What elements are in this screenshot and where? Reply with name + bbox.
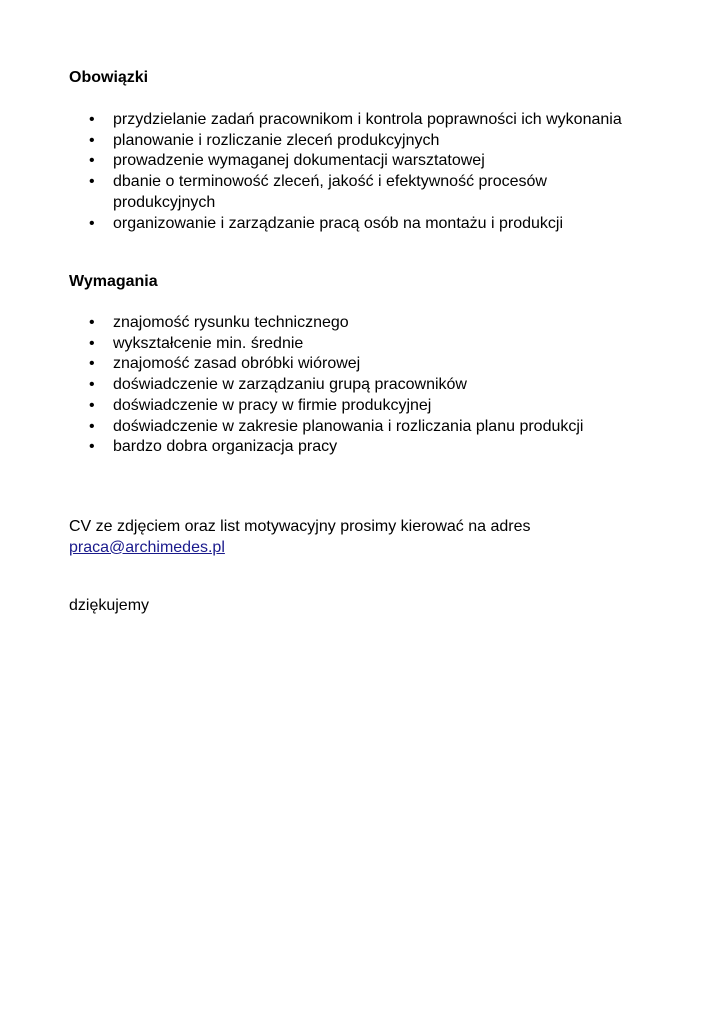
list-item [0,334,673,355]
bullet-icon: • [89,334,95,352]
bullet-icon: • [89,152,95,170]
list-item-text: doświadczenie w pracy w firmie produkcyjnej [113,396,432,414]
bullet-icon: • [89,314,95,331]
list-item-text: doświadczenie w zarządzaniu grupą pracowników [113,376,467,394]
list-item-text: wykształcenie min. średnie [113,334,304,352]
list-item-text: bardzo dobra organizacja pracy [113,438,338,456]
list-item [0,354,673,375]
list-item [0,417,673,438]
list-item [0,437,673,458]
list-item [0,375,673,396]
list-item [0,214,673,235]
list-item-text: znajomość rysunku technicznego [113,314,349,331]
duties-heading: Obowiązki [69,69,149,86]
bullet-icon: • [89,376,95,394]
bullet-icon: • [89,131,95,149]
requirements-list [0,313,673,458]
duties-list [0,110,673,234]
list-item [0,151,673,172]
list-item-text: dbanie o terminowość zleceń, jakość i efektywność procesów produkcyjnych [113,173,547,211]
list-item-text: organizowanie i zarządzanie pracą osób na montażu i produkcji [113,214,564,232]
list-item-text: planowanie i rozliczanie zleceń produkcyjnych [113,131,440,149]
list-item [0,110,673,131]
application-paragraph [69,517,530,558]
bullet-icon: • [89,355,95,373]
list-item-text: przydzielanie zadań pracownikom i kontrola poprawności ich wykonania [113,111,622,128]
bullet-icon: • [89,214,95,232]
email-link[interactable]: praca@archimedes.pl [69,538,225,556]
list-item [0,131,673,152]
list-item-text: doświadczenie w zakresie planowania i rozliczania planu produkcji [113,417,584,435]
list-item [0,313,673,334]
bullet-icon: • [89,438,95,456]
list-item [0,396,673,417]
bullet-icon: • [89,396,95,414]
list-item-text: znajomość zasad obróbki wiórowej [113,355,361,373]
list-item-text: prowadzenie wymaganej dokumentacji warsztatowej [113,152,485,170]
application-text: CV ze zdjęciem oraz list motywacyjny prosimy kierować na adres [69,518,531,535]
requirements-heading: Wymagania [69,273,158,290]
bullet-icon: • [89,111,95,128]
list-item [0,172,593,213]
closing-text: dziękujemy [69,597,150,614]
bullet-icon: • [89,173,95,191]
bullet-icon: • [89,417,95,435]
